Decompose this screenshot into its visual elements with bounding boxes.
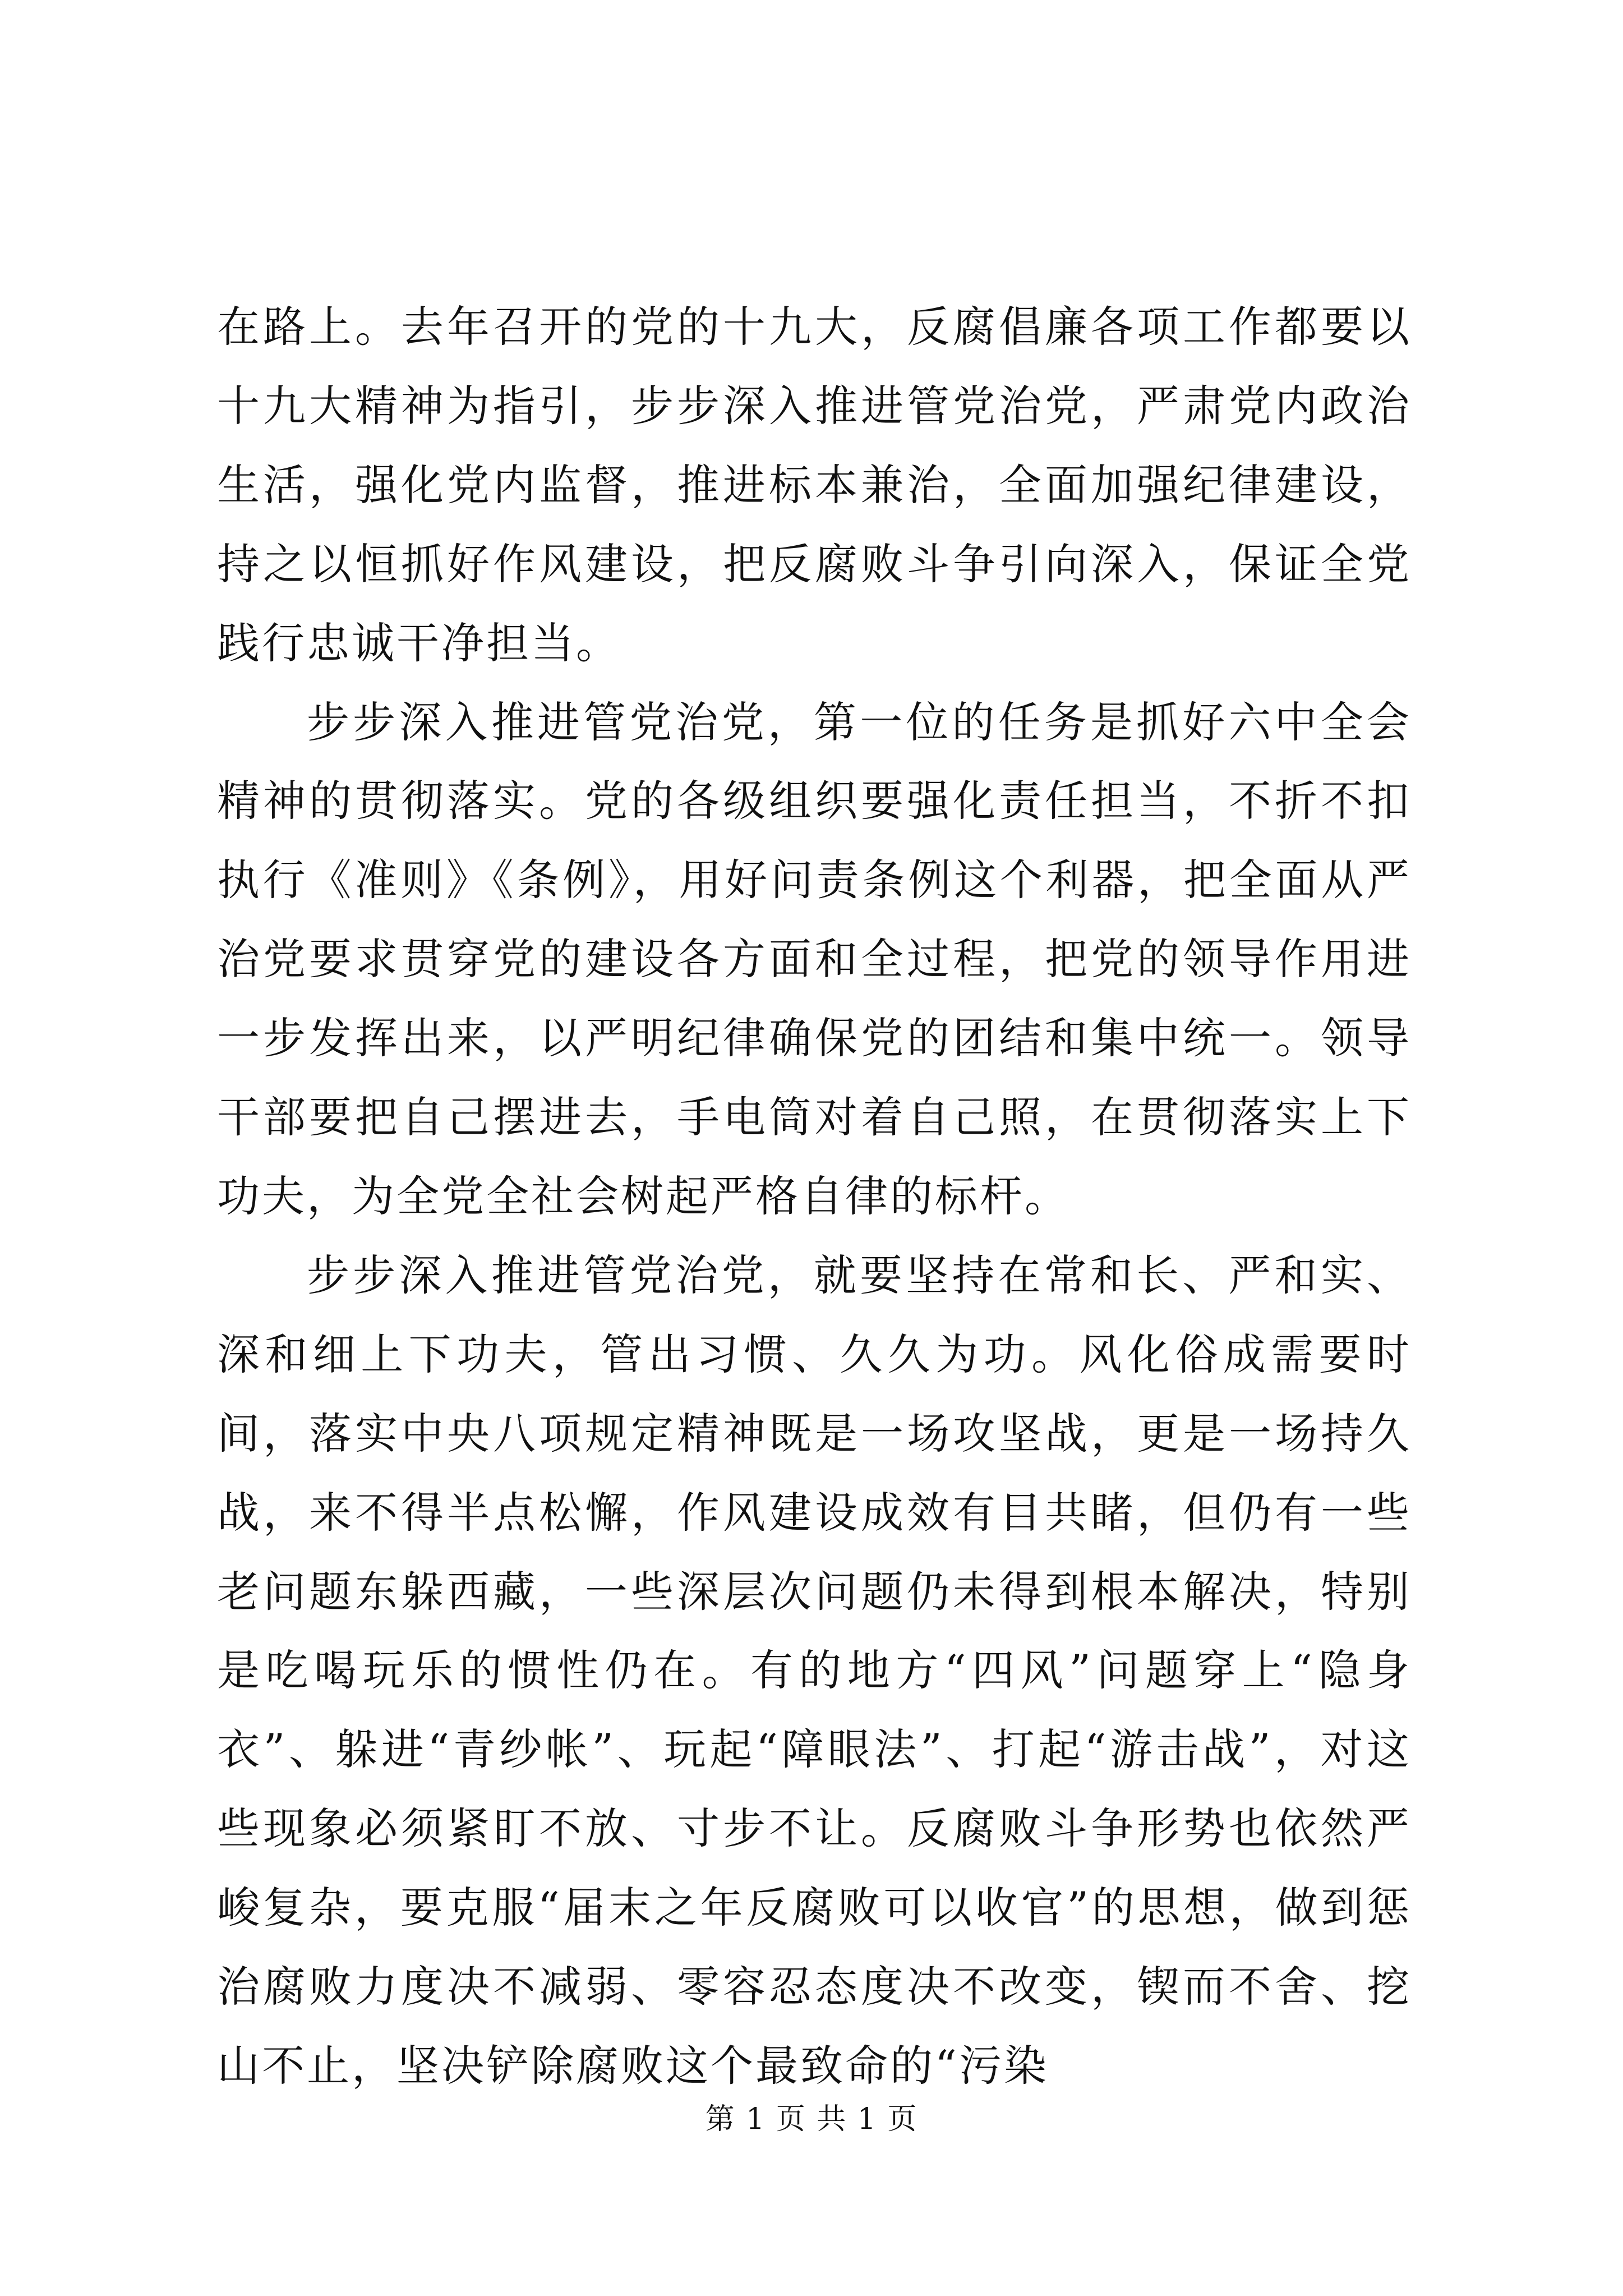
- paragraph: 步步深入推进管党治党，就要坚持在常和长、严和实、深和细上下功夫，管出习惯、久久为功。风化俗成需要时间，落实中央八项规定精神既是一场攻坚战，更是一场持久战，来不得半点松懈，作风建设成效有目共睹，但仍有一些老问题东躲西藏，一些深层次问题仍未得到根本解决，特别是吃喝玩乐的惯性仍在。有的地方“四风”问题穿上“隐身衣”、躲进“青纱帐”、玩起“障眼法”、打起“游击战”，对这些现象必须紧盯不放、寸步不让。反腐败斗争形势也依然严峻复杂，要克服“届末之年反腐败可以收官”的思想，做到惩治腐败力度决不减弱、零容忍态度决不改变，锲而不舍、挖山不止，坚决铲除腐败这个最致命的“污染: [217, 1250, 1412, 2091]
- paragraph: 步步深入推进管党治党，第一位的任务是抓好六中全会精神的贯彻落实。党的各级组织要强化责任担当，不折不扣执行《准则》《条例》，用好问责条例这个利器，把全面从严治党要求贯穿党的建设各方面和全过程，把党的领导作用进一步发挥出来，以严明纪律确保党的团结和集中统一。领导干部要把自己摆进去，手电筒对着自己照，在贯彻落实上下功夫，为全党全社会树起严格自律的标杆。: [217, 697, 1412, 1221]
- document-body: [217, 288, 1412, 2106]
- page-footer: 第 1 页 共 1 页: [705, 2102, 918, 2136]
- paragraph-continuation: 在路上。去年召开的党的十九大，反腐倡廉各项工作都要以十九大精神为指引，步步深入推进管党治党，严肃党内政治生活，强化党内监督，推进标本兼治，全面加强纪律建设，持之以恒抓好作风建设，把反腐败斗争引向深入，保证全党践行忠诚干净担当。: [217, 302, 1412, 668]
